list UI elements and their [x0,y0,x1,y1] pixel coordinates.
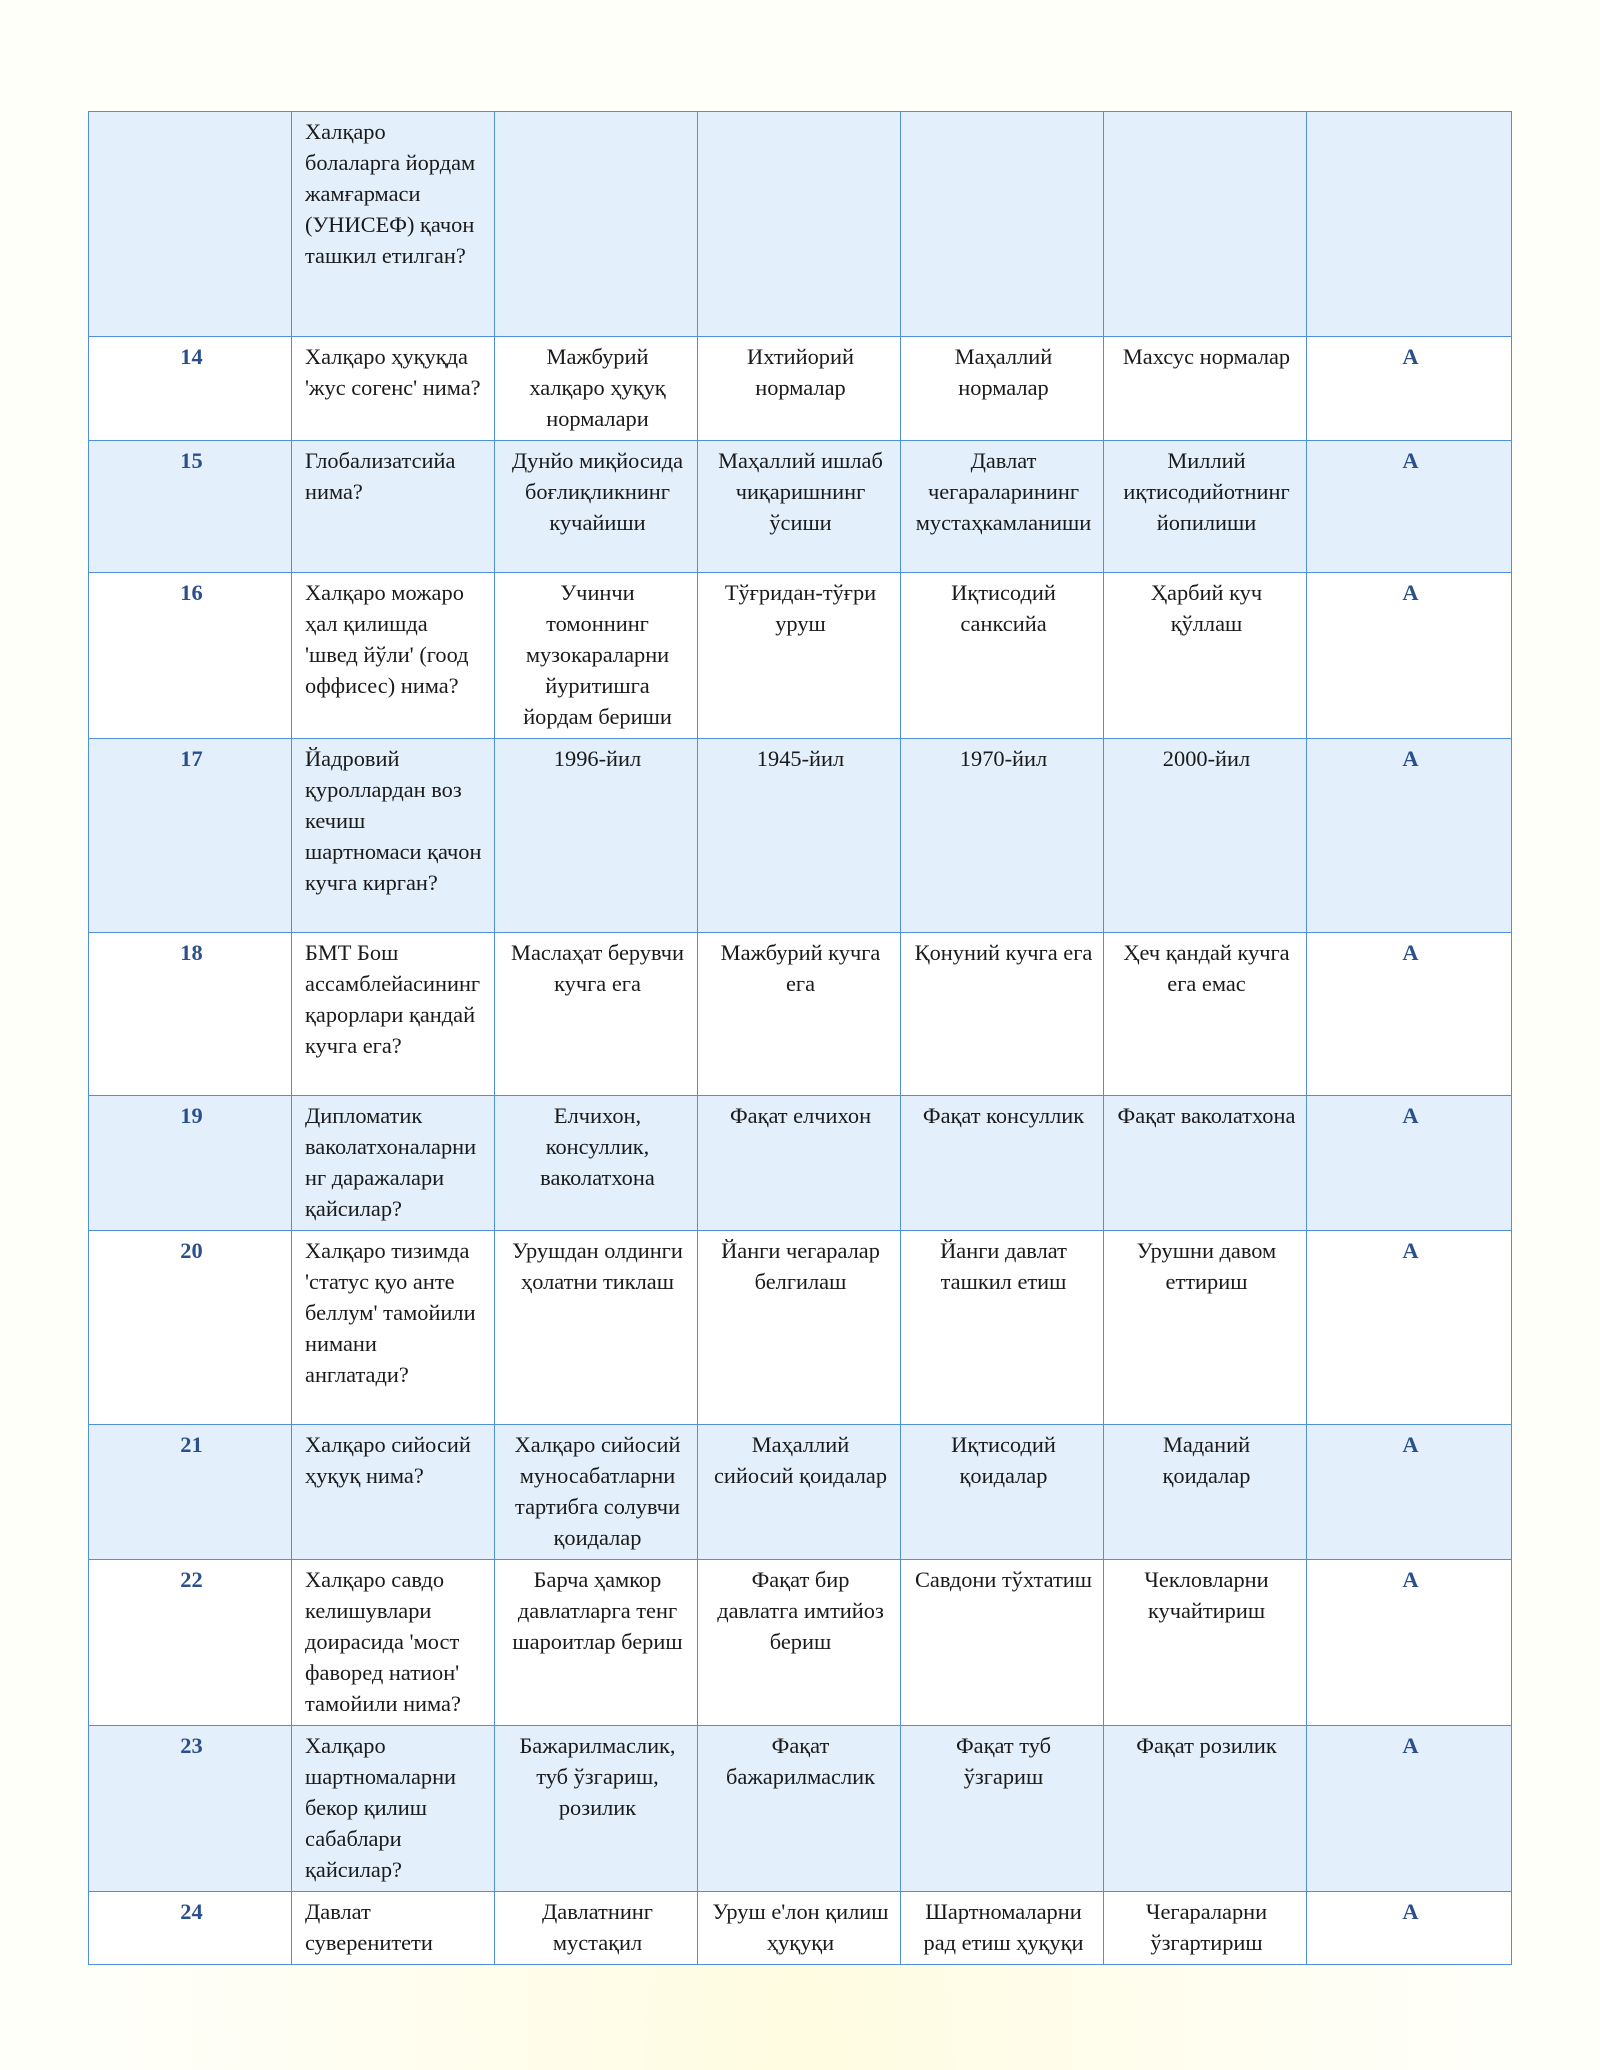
question-text: Халқаро ҳуқуқда 'жус cогенс' нима? [292,337,495,441]
question-number: 16 [89,573,292,739]
option-c: Иқтисодий қоидалар [901,1425,1104,1560]
table-row [89,1096,1512,1231]
question-text: Давлат суверенитети [292,1892,495,1965]
correct-answer: A [1307,1560,1512,1726]
option-b: Ихтийорий нормалар [698,337,901,441]
option-d: Миллий иқтисодийотнинг йопилиши [1104,441,1307,573]
option-a [495,112,698,337]
option-d [1104,112,1307,337]
option-c: Иқтисодий санксийа [901,573,1104,739]
table-row [89,933,1512,1096]
correct-answer: A [1307,1892,1512,1965]
option-c: Давлат чегараларининг мустаҳкамланиши [901,441,1104,573]
option-b: Уруш е'лон қилиш ҳуқуқи [698,1892,901,1965]
question-number: 19 [89,1096,292,1231]
question-text: Дипломатик ваколатхоналарнинг даражалари қайсилар? [292,1096,495,1231]
correct-answer: A [1307,739,1512,933]
question-text: Халқаро болаларга йордам жамғармаси (УНИСЕФ) қачон ташкил етилган? [292,112,495,337]
correct-answer: A [1307,1096,1512,1231]
option-b: 1945-йил [698,739,901,933]
table-row [89,1726,1512,1892]
table-row [89,1560,1512,1726]
question-number: 17 [89,739,292,933]
option-b: Маҳаллий ишлаб чиқаришнинг ўсиши [698,441,901,573]
question-text: БМТ Бош ассамблейасининг қарорлари қандай кучга ега? [292,933,495,1096]
correct-answer: A [1307,573,1512,739]
question-number [89,112,292,337]
question-number: 15 [89,441,292,573]
option-c: Маҳаллий нормалар [901,337,1104,441]
quiz-table [88,111,1512,1965]
option-d: Чекловларни кучайтириш [1104,1560,1307,1726]
correct-answer: A [1307,441,1512,573]
correct-answer: A [1307,337,1512,441]
question-text: Халқаро шартномаларни бекор қилиш сабаблари қайсилар? [292,1726,495,1892]
option-a: Дунйо миқйосида боғлиқликнинг кучайиши [495,441,698,573]
table-row [89,1892,1512,1965]
table-row [89,573,1512,739]
option-c: Шартномаларни рад етиш ҳуқуқи [901,1892,1104,1965]
question-text: Глобализатсийа нима? [292,441,495,573]
question-text: Халқаро савдо келишувлари доирасида 'мост фаворед натион' тамойили нима? [292,1560,495,1726]
option-c: 1970-йил [901,739,1104,933]
option-c: Йанги давлат ташкил етиш [901,1231,1104,1425]
question-number: 14 [89,337,292,441]
correct-answer: A [1307,1726,1512,1892]
option-c: Фақат консуллик [901,1096,1104,1231]
option-c: Савдони тўхтатиш [901,1560,1104,1726]
option-a: Давлатнинг мустақил [495,1892,698,1965]
option-b [698,112,901,337]
question-number: 20 [89,1231,292,1425]
option-b: Фақат бир давлатга имтийоз бериш [698,1560,901,1726]
table-row [89,441,1512,573]
correct-answer: A [1307,933,1512,1096]
option-a: Елчихон, консуллик, ваколатхона [495,1096,698,1231]
question-text: Йадровий қуроллардан воз кечиш шартномаси қачон кучга кирган? [292,739,495,933]
question-number: 21 [89,1425,292,1560]
question-number: 18 [89,933,292,1096]
question-number: 22 [89,1560,292,1726]
option-c: Қонуний кучга ега [901,933,1104,1096]
option-a: Учинчи томоннинг музокараларни йуритишга йордам бериши [495,573,698,739]
option-d: Махсус нормалар [1104,337,1307,441]
option-d: Чегараларни ўзгартириш [1104,1892,1307,1965]
option-d: Урушни давом еттириш [1104,1231,1307,1425]
question-text: Халқаро сийосий ҳуқуқ нима? [292,1425,495,1560]
question-text: Халқаро можаро ҳал қилишда 'швед йўли' (гоод оффисес) нима? [292,573,495,739]
option-d: Ҳеч қандай кучга ега емас [1104,933,1307,1096]
option-d: 2000-йил [1104,739,1307,933]
option-c: Фақат туб ўзгариш [901,1726,1104,1892]
table-row [89,1425,1512,1560]
option-b: Тўғридан-тўғри уруш [698,573,901,739]
option-a: Мажбурий халқаро ҳуқуқ нормалари [495,337,698,441]
table-row [89,739,1512,933]
option-b: Фақат елчихон [698,1096,901,1231]
correct-answer: A [1307,1231,1512,1425]
option-c [901,112,1104,337]
table-row [89,337,1512,441]
option-d: Ҳарбий куч қўллаш [1104,573,1307,739]
option-a: 1996-йил [495,739,698,933]
option-d: Маданий қоидалар [1104,1425,1307,1560]
correct-answer: A [1307,1425,1512,1560]
table-row [89,1231,1512,1425]
question-text: Халқаро тизимда 'статус қуо анте беллум' тамойили нимани англатади? [292,1231,495,1425]
option-a: Бажарилмаслик, туб ўзгариш, розилик [495,1726,698,1892]
option-b: Мажбурий кучга ега [698,933,901,1096]
option-b: Маҳаллий сийосий қоидалар [698,1425,901,1560]
table-row [89,112,1512,337]
question-number: 24 [89,1892,292,1965]
correct-answer [1307,112,1512,337]
option-a: Урушдан олдинги ҳолатни тиклаш [495,1231,698,1425]
option-d: Фақат розилик [1104,1726,1307,1892]
question-number: 23 [89,1726,292,1892]
option-a: Халқаро сийосий муносабатларни тартибга солувчи қоидалар [495,1425,698,1560]
option-d: Фақат ваколатхона [1104,1096,1307,1231]
option-b: Йанги чегаралар белгилаш [698,1231,901,1425]
option-a: Барча ҳамкор давлатларга тенг шароитлар бериш [495,1560,698,1726]
option-a: Маслаҳат берувчи кучга ега [495,933,698,1096]
option-b: Фақат бажарилмаслик [698,1726,901,1892]
